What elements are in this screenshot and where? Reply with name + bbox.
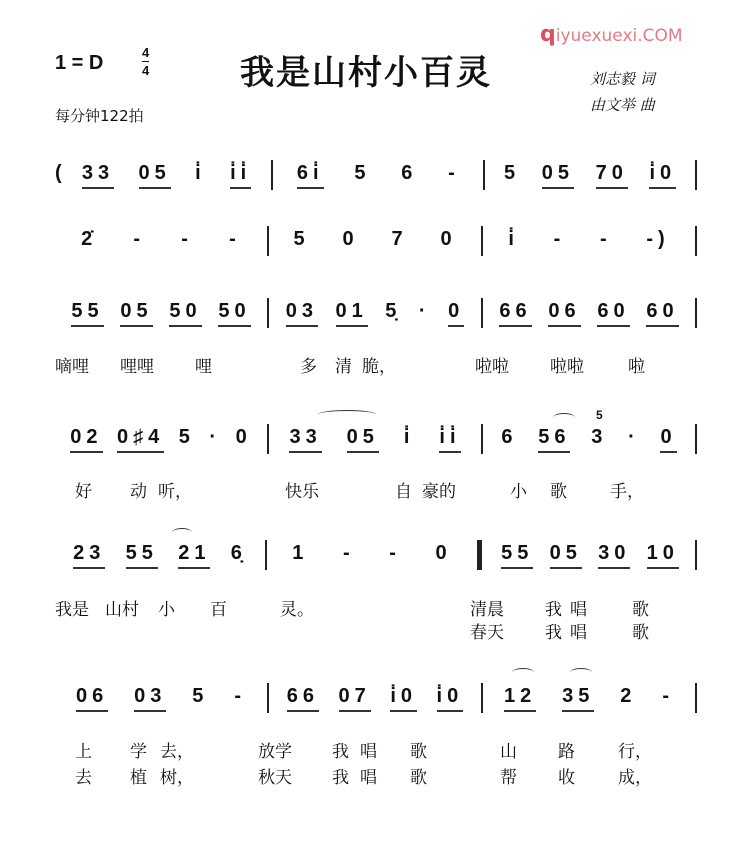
- lyric-word: 清: [335, 357, 352, 377]
- lyric-word: 去，: [160, 742, 194, 762]
- lyric-word: 歌: [632, 600, 649, 620]
- repeat-barline: [477, 540, 482, 570]
- note-group: 60: [597, 298, 629, 327]
- measure: [485, 160, 695, 189]
- measure: [483, 683, 695, 712]
- note-group: 01: [336, 298, 368, 327]
- time-signature: [142, 44, 149, 79]
- lyric-word: 百: [210, 600, 227, 620]
- note-group: -: [343, 542, 355, 564]
- composer: 由文举 曲: [590, 96, 655, 114]
- lyric-word: 放学: [258, 742, 292, 762]
- notation-row: [55, 298, 697, 328]
- time-sig-top: 4: [142, 45, 150, 60]
- note-group: -: [133, 228, 146, 250]
- lyric-word: 成，: [618, 768, 652, 788]
- lyric-word: 脆，: [362, 357, 396, 377]
- note-group: i̇i̇: [230, 160, 251, 189]
- note-group: 60: [646, 298, 678, 327]
- note-group: 33: [82, 160, 114, 189]
- lyric-word: 灵。: [280, 600, 314, 620]
- note-group: -): [646, 228, 670, 250]
- note-group: -: [389, 542, 401, 564]
- lyric-word: 我: [545, 623, 562, 643]
- note-group: 5: [504, 162, 521, 184]
- note-group: 05: [347, 424, 379, 453]
- barline: [695, 226, 697, 256]
- note-group: 55: [71, 298, 103, 327]
- lyric-word: 小: [510, 482, 527, 502]
- note-group: i̇0: [390, 683, 417, 712]
- note-group: 5: [293, 228, 310, 250]
- lyric-word: 行，: [618, 742, 652, 762]
- lyric-word: 我: [332, 742, 349, 762]
- lyric-word: 唱: [570, 623, 587, 643]
- barline: [695, 424, 697, 454]
- note-group: 06: [76, 683, 108, 712]
- lyric-word: 歌: [410, 768, 427, 788]
- measure: [269, 226, 481, 253]
- notation-row: [55, 424, 697, 454]
- note-group: -: [662, 685, 675, 707]
- note-group: 2̇: [81, 228, 98, 250]
- watermark-text: iyuexuexi.COM: [555, 26, 683, 46]
- note-group: 70: [596, 160, 628, 189]
- lyric-word: 去: [75, 768, 92, 788]
- slur: [172, 528, 192, 537]
- note-group: i̇: [508, 228, 519, 250]
- note-group: 6: [501, 426, 518, 448]
- lyric-word: 春天: [470, 623, 504, 643]
- slur: [512, 668, 534, 677]
- measure: [55, 298, 267, 327]
- barline: [695, 683, 697, 713]
- lyric-word: 植: [130, 768, 147, 788]
- lyric-word: 动: [130, 482, 147, 502]
- note-group: 05: [139, 160, 171, 189]
- lyric-word: 唱: [360, 768, 377, 788]
- notation-row: [55, 540, 697, 570]
- note-group: 02: [70, 424, 102, 453]
- lyric-word: 小: [158, 600, 175, 620]
- measure: [55, 226, 267, 253]
- lyric-word: 唱: [360, 742, 377, 762]
- note-group: 66: [499, 298, 531, 327]
- note-group: -: [234, 685, 247, 707]
- note-group: ·: [209, 426, 222, 448]
- notation-row: [55, 683, 697, 713]
- note-group: 1: [292, 542, 309, 564]
- notation-row: [55, 226, 697, 256]
- lyric-word: 上: [75, 742, 92, 762]
- lyric-word: 哩哩: [120, 357, 154, 377]
- note-group: 0: [440, 228, 457, 250]
- measure: [269, 424, 481, 453]
- note-group: -: [448, 162, 460, 184]
- lyric-word: 快乐: [285, 482, 319, 502]
- measure: [269, 298, 481, 327]
- note-group: 0: [435, 542, 452, 564]
- note-group: 10: [647, 540, 679, 569]
- note-group: 30: [598, 540, 630, 569]
- lyric-word: 我是: [55, 600, 89, 620]
- lyric-word: 山村: [105, 600, 139, 620]
- lyric-word: 我: [332, 768, 349, 788]
- measure: [267, 540, 477, 567]
- notation-row: [55, 160, 697, 190]
- paren: (: [55, 162, 62, 184]
- note-group: 66: [287, 683, 319, 712]
- slur: [318, 410, 376, 419]
- note-group: i̇i̇: [439, 424, 460, 453]
- note-group: 0: [235, 426, 252, 448]
- note-group: 0: [448, 298, 464, 327]
- note-group: 5: [192, 685, 209, 707]
- watermark-q: q: [540, 22, 556, 47]
- measure: [483, 298, 695, 327]
- measure: [483, 226, 695, 253]
- note-group: 56: [538, 424, 570, 453]
- note-group: 5: [178, 426, 195, 448]
- lyric-word: 多: [300, 357, 317, 377]
- measure: [269, 683, 481, 712]
- note-group: 2: [620, 685, 637, 707]
- note-group: 0: [342, 228, 359, 250]
- lyric-word: 自: [395, 482, 412, 502]
- lyric-word: 啦啦: [550, 357, 584, 377]
- note-group: 6i̇: [297, 160, 324, 189]
- note-group: 33: [289, 424, 321, 453]
- measure: [485, 540, 695, 569]
- measure: [483, 424, 695, 453]
- note-group: i̇0: [649, 160, 676, 189]
- lyric-word: 我: [545, 600, 562, 620]
- measure: [55, 540, 265, 569]
- measure: [55, 683, 267, 712]
- note-group: 7: [391, 228, 408, 250]
- lyric-word: 手，: [610, 482, 644, 502]
- lyric-word: 路: [558, 742, 575, 762]
- note-group: i̇: [195, 162, 206, 184]
- lyric-word: 清晨: [470, 600, 504, 620]
- lyric-word: 学: [130, 742, 147, 762]
- note-group: 05: [120, 298, 152, 327]
- lyric-word: 嘀哩: [55, 357, 89, 377]
- note-group: 50: [169, 298, 201, 327]
- tempo: 每分钟122拍: [55, 107, 144, 125]
- lyric-word: 啦啦: [475, 357, 509, 377]
- lyric-word: 收: [558, 768, 575, 788]
- slur: [553, 413, 575, 422]
- note-group: 06: [548, 298, 580, 327]
- note-group: ·: [418, 300, 431, 322]
- note-group: 05: [550, 540, 582, 569]
- lyric-word: 歌: [632, 623, 649, 643]
- time-sig-bottom: 4: [142, 63, 150, 78]
- note-group: 03: [134, 683, 166, 712]
- key-signature: 1 = D: [55, 52, 104, 74]
- lyricist: 刘志毅 词: [590, 70, 655, 88]
- note-group: 5: [354, 162, 371, 184]
- note-group: 3: [591, 426, 608, 448]
- note-group: i̇: [403, 426, 415, 448]
- measure: [273, 160, 483, 189]
- note-group: -: [229, 228, 241, 250]
- note-group: ·: [628, 426, 640, 448]
- note-group: i̇0: [437, 683, 464, 712]
- note-group: 03: [286, 298, 318, 327]
- lyric-word: 山: [500, 742, 517, 762]
- note-group: 5̣: [385, 300, 402, 322]
- measure: [55, 424, 267, 453]
- lyric-word: 树，: [160, 768, 194, 788]
- note-group: -: [599, 228, 612, 250]
- note-group: 21: [178, 540, 210, 569]
- lyric-word: 唱: [570, 600, 587, 620]
- note-group: 6: [401, 162, 418, 184]
- lyric-word: 歌: [550, 482, 567, 502]
- lyric-word: 哩: [195, 357, 212, 377]
- note-group: 05: [542, 160, 574, 189]
- lyric-word: 好: [75, 482, 92, 502]
- lyric-word: 啦: [628, 357, 645, 377]
- lyric-word: 帮: [500, 768, 517, 788]
- note-group: 23: [73, 540, 105, 569]
- watermark: [540, 22, 683, 47]
- barline: [695, 160, 697, 190]
- note-group: 55: [501, 540, 533, 569]
- note-group: 55: [126, 540, 158, 569]
- barline: [695, 540, 697, 570]
- lyric-word: 歌: [410, 742, 427, 762]
- note-group: 50: [218, 298, 250, 327]
- slur: [570, 668, 592, 677]
- barline: [695, 298, 697, 328]
- song-title: 我是山村小百灵: [240, 53, 492, 93]
- note-group: 0: [660, 424, 676, 453]
- lyric-word: 豪的: [422, 482, 456, 502]
- note-group: 12: [504, 683, 536, 712]
- note-group: 07: [339, 683, 371, 712]
- lyric-word: 听，: [158, 482, 192, 502]
- note-group: -: [181, 228, 193, 250]
- grace-note: 5: [596, 408, 603, 422]
- note-group: 35: [562, 683, 594, 712]
- note-group: 6̣: [230, 542, 247, 564]
- note-group: -: [553, 228, 566, 250]
- measure: [62, 160, 272, 189]
- lyric-word: 秋天: [258, 768, 292, 788]
- note-group: 0♯4: [117, 424, 164, 453]
